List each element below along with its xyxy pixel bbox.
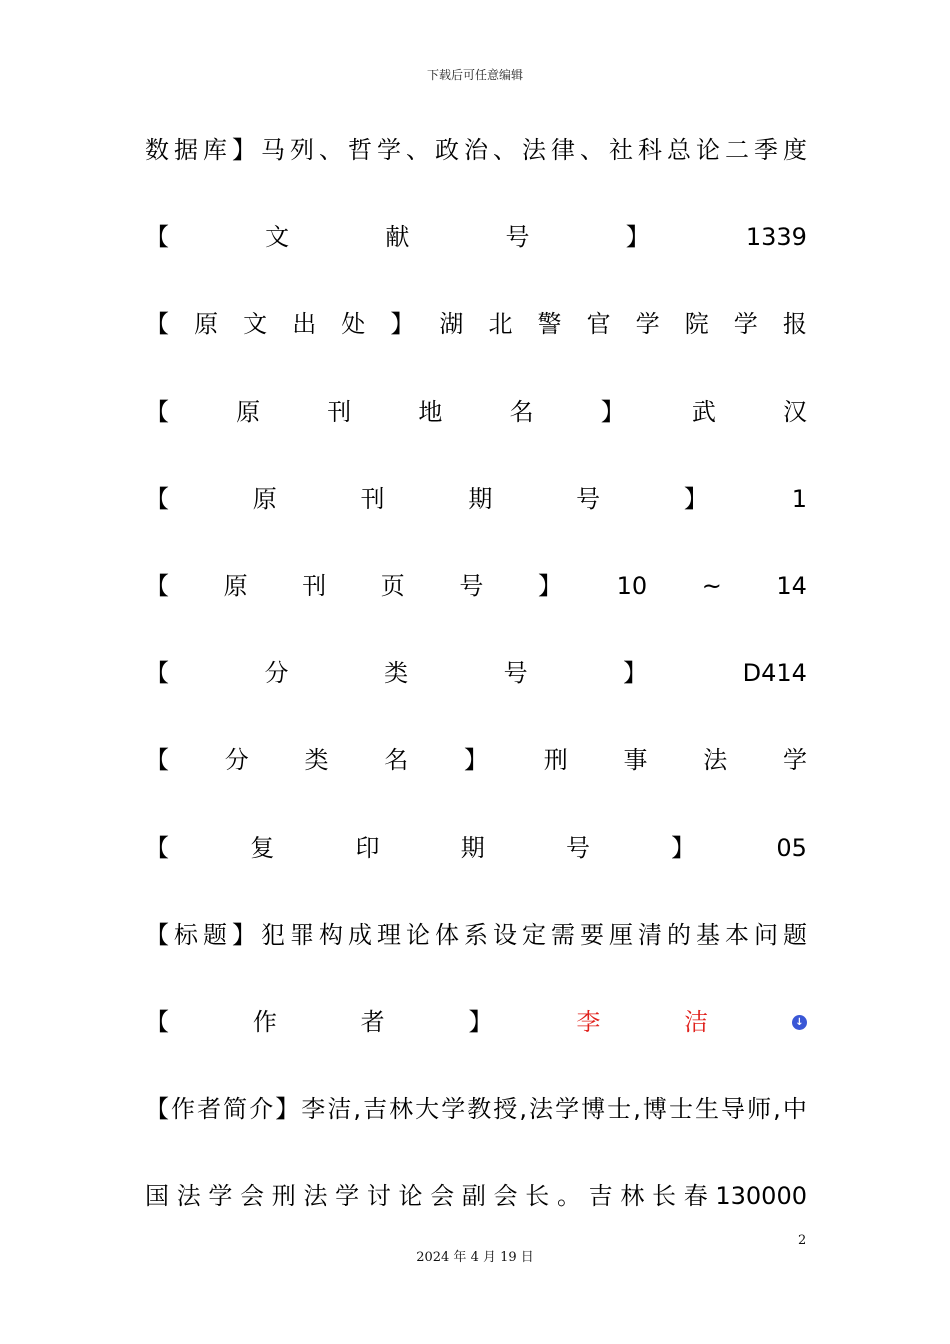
document-line [145, 392, 807, 432]
line-text: 】 [390, 310, 415, 338]
line-text: 武 [691, 398, 716, 426]
line-text: 会 [240, 1182, 265, 1210]
line-text: 】 [671, 834, 696, 862]
line-text: 刊 [360, 485, 385, 513]
line-text: 士 [668, 1095, 693, 1123]
line-text: 页 [380, 572, 405, 600]
line-text: 学 [377, 136, 401, 164]
line-text: 中 [782, 1095, 807, 1123]
line-text: 】 [600, 398, 625, 426]
line-text: 会 [493, 1182, 518, 1210]
line-text: 总 [667, 136, 691, 164]
line-text: 律 [551, 136, 575, 164]
line-text: 【 [145, 485, 169, 513]
line-text: 】 [683, 485, 708, 513]
line-text: 期 [460, 834, 485, 862]
line-text: 林 [389, 1095, 414, 1123]
line-text: 介 [249, 1095, 274, 1123]
document-line [145, 1002, 807, 1042]
line-text: 论 [398, 1182, 423, 1210]
line-text: 印 [355, 834, 380, 862]
line-text: 出 [292, 310, 317, 338]
line-text: 05 [776, 834, 807, 862]
line-text: 刊 [302, 572, 327, 600]
line-text: 法 [176, 1182, 201, 1210]
line-text: 献 [385, 223, 410, 251]
line-text: 】 [275, 1095, 300, 1123]
line-text: 会 [430, 1182, 455, 1210]
document-line [145, 1176, 807, 1216]
line-text: 博 [642, 1095, 667, 1123]
document-line [145, 1089, 807, 1129]
line-text: 【 [145, 310, 169, 338]
author-name-link[interactable]: 李 [576, 1008, 601, 1036]
line-text: 国 [145, 1182, 169, 1210]
document-line [145, 304, 807, 344]
line-text: 的 [667, 921, 691, 949]
line-text: 犯 [261, 921, 285, 949]
line-text: 】 [468, 1008, 493, 1036]
line-text: 院 [684, 310, 709, 338]
page-number: 2 [798, 1233, 807, 1248]
line-text: 湖 [439, 310, 464, 338]
line-text: 法 [529, 1095, 554, 1123]
line-text: 论 [696, 136, 720, 164]
line-text: 】 [623, 659, 648, 687]
line-text: 号 [459, 572, 484, 600]
line-text: , [519, 1095, 527, 1123]
document-line [145, 915, 807, 955]
line-text: 本 [725, 921, 749, 949]
line-text: 号 [576, 485, 601, 513]
document-line [145, 566, 807, 606]
line-text: 科 [638, 136, 662, 164]
line-text: 者 [197, 1095, 222, 1123]
line-text: 10 [616, 572, 648, 600]
line-text: 【 [145, 572, 169, 600]
line-text: 学 [208, 1182, 233, 1210]
line-text: 学 [335, 1182, 360, 1210]
line-text: 分 [264, 659, 289, 687]
line-text: 、 [493, 136, 517, 164]
line-text: 【 [145, 659, 169, 687]
page-header: 下载后可任意编辑 [426, 68, 523, 82]
line-text: 学 [635, 310, 660, 338]
line-text: 【 [145, 834, 169, 862]
line-text: 二 [725, 136, 749, 164]
line-text: 士 [607, 1095, 632, 1123]
line-text: 名 [509, 398, 534, 426]
line-text: 】 [625, 223, 650, 251]
line-text: 汉 [782, 398, 807, 426]
line-text: 作 [252, 1008, 277, 1036]
line-text: 长 [652, 1182, 676, 1210]
line-text: 长 [525, 1182, 550, 1210]
line-text: 、 [319, 136, 343, 164]
info-icon[interactable]: ↓ [792, 1015, 807, 1030]
line-text: 作 [171, 1095, 196, 1123]
line-text: 社 [609, 136, 633, 164]
line-text: 警 [537, 310, 562, 338]
line-text: 授 [493, 1095, 518, 1123]
line-text: 刊 [327, 398, 352, 426]
line-text: 学 [733, 310, 758, 338]
line-text: 设 [493, 921, 517, 949]
line-text: 类 [384, 659, 409, 687]
line-text: 李 [301, 1095, 326, 1123]
line-text: 】 [537, 572, 562, 600]
line-text: 度 [783, 136, 807, 164]
document-line [145, 653, 807, 693]
line-text: 数 [145, 136, 169, 164]
line-text: 】 [232, 921, 256, 949]
line-text: 处 [341, 310, 366, 338]
line-text: 季 [754, 136, 778, 164]
line-text: 1339 [745, 223, 807, 251]
line-text: 报 [782, 310, 807, 338]
line-text: 政 [435, 136, 459, 164]
line-text: 法 [303, 1182, 328, 1210]
line-text: 地 [418, 398, 443, 426]
line-text: 类 [304, 746, 329, 774]
line-text: , [633, 1095, 641, 1123]
line-text: 马 [261, 136, 285, 164]
line-text: 刑 [543, 746, 568, 774]
line-text: 吉 [363, 1095, 388, 1123]
page-footer-date: 2024 年 4 月 19 日 [416, 1250, 534, 1265]
document-line [145, 130, 807, 170]
line-text: 师 [747, 1095, 772, 1123]
line-text: 【 [145, 1008, 169, 1036]
line-text: 简 [223, 1095, 248, 1123]
line-text: 学 [441, 1095, 466, 1123]
line-text: 1 [791, 485, 807, 513]
line-text: 论 [406, 921, 430, 949]
line-text: 号 [503, 659, 528, 687]
line-text: 列 [290, 136, 314, 164]
line-text: 【 [145, 1095, 169, 1123]
line-text: 北 [488, 310, 513, 338]
line-text: 原 [236, 398, 261, 426]
line-text: 【 [145, 921, 169, 949]
line-text: 治 [464, 136, 488, 164]
line-text: 系 [464, 921, 488, 949]
line-text: 号 [565, 834, 590, 862]
line-text: 复 [250, 834, 275, 862]
line-text: 基 [696, 921, 720, 949]
line-text: 原 [194, 310, 219, 338]
line-text: D414 [742, 659, 807, 687]
line-text: 吉 [588, 1182, 613, 1210]
line-text: 者 [360, 1008, 385, 1036]
document-line [145, 217, 807, 257]
line-text: 文 [243, 310, 268, 338]
line-text: 学 [555, 1095, 580, 1123]
line-text: ~ [701, 572, 722, 600]
line-text: 原 [223, 572, 248, 600]
line-text: 期 [468, 485, 493, 513]
line-text: 罪 [290, 921, 314, 949]
line-text: 】 [232, 136, 256, 164]
line-text: 分 [224, 746, 249, 774]
line-text: 】 [464, 746, 488, 774]
line-text: 生 [695, 1095, 719, 1123]
line-text: 名 [384, 746, 409, 774]
line-text: 法 [522, 136, 546, 164]
line-text: 理 [377, 921, 401, 949]
line-text: 讨 [366, 1182, 391, 1210]
line-text: 文 [265, 223, 290, 251]
line-text: 教 [467, 1095, 492, 1123]
line-text: 【 [145, 746, 169, 774]
line-text: 事 [623, 746, 648, 774]
line-text: 定 [522, 921, 546, 949]
line-text: 博 [581, 1095, 606, 1123]
line-text: 学 [783, 746, 807, 774]
line-text: 构 [319, 921, 343, 949]
line-text: 库 [203, 136, 227, 164]
line-text: 副 [461, 1182, 486, 1210]
line-text: 需 [551, 921, 575, 949]
line-text: 成 [348, 921, 372, 949]
line-text: 春 [683, 1182, 708, 1210]
line-text: 导 [721, 1095, 746, 1123]
line-text: 130000 [715, 1182, 807, 1210]
line-text: 据 [174, 136, 198, 164]
line-text: 体 [435, 921, 459, 949]
line-text: 。 [556, 1182, 581, 1210]
line-text: 厘 [609, 921, 633, 949]
line-text: 14 [776, 572, 807, 600]
line-text: 题 [783, 921, 807, 949]
line-text: 【 [145, 223, 169, 251]
line-text: 号 [505, 223, 530, 251]
line-text: 林 [620, 1182, 645, 1210]
line-text: , [353, 1095, 362, 1123]
line-text: 要 [580, 921, 604, 949]
line-text: 、 [580, 136, 604, 164]
line-text: 哲 [348, 136, 372, 164]
line-text: 刑 [271, 1182, 296, 1210]
line-text: 大 [415, 1095, 440, 1123]
line-text: 、 [406, 136, 430, 164]
document-line [145, 828, 807, 868]
document-line [145, 479, 807, 519]
line-text: , [773, 1095, 781, 1123]
line-text: 标 [174, 921, 198, 949]
document-line [145, 740, 807, 780]
line-text: 题 [203, 921, 227, 949]
line-text: 洁 [327, 1095, 352, 1123]
line-text: 法 [703, 746, 728, 774]
line-text: 清 [638, 921, 662, 949]
line-text: 原 [252, 485, 277, 513]
line-text: 问 [754, 921, 778, 949]
author-name-link[interactable]: 洁 [684, 1008, 709, 1036]
line-text: 【 [145, 398, 169, 426]
line-text: 官 [586, 310, 611, 338]
